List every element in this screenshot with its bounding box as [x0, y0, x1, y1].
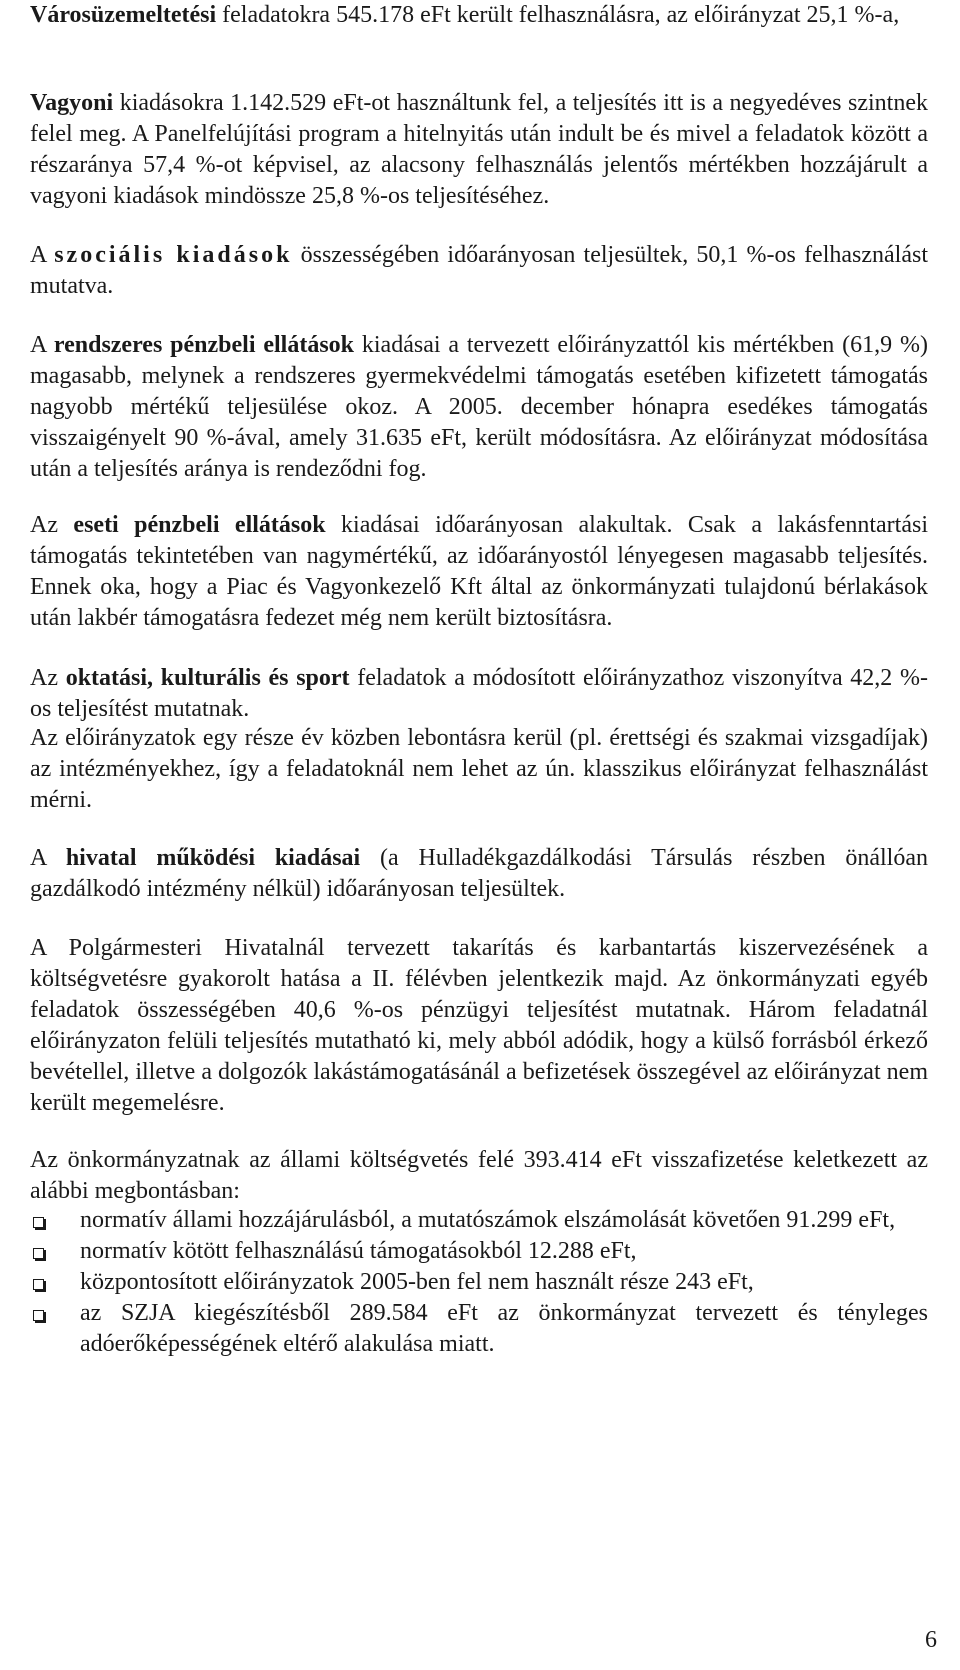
list-item-text: normatív kötött felhasználású támogatásokból 12.288 eFt,	[80, 1238, 637, 1264]
paragraph-text: kiadásokra 1.142.529 eFt-ot használtunk fel, a teljesítés itt is a negyedéves szintnek felel meg. A Panelfelújítási program a hitelnyitás után indult be és mivel a feladatok között a részaránya 57,4 %-ot képvisel, az alacsony felhasználás jelentős mértékben hozzájárult a vagyoni kiadások mindössze 25,8 %-os teljesítéséhez.	[30, 90, 928, 209]
paragraph-rendszeres	[30, 330, 928, 485]
hollow-square-bullet-icon	[33, 1279, 44, 1290]
keyword-rendszeres-penzbeli: rendszeres pénzbeli ellátások	[53, 332, 355, 358]
paragraph-text: kiadásai időarányosan alakultak. Csak a lakásfenntartási támogatás tekintetében van nagymértékű, az időarányostól lényegesen magasabb teljesítés. Ennek oka, hogy a Piac és Vagyonkezelő Kft által az önkormányzati tulajdonú bérlakások után lakbér támogatásra fedezet még nem került biztosításra.	[30, 512, 929, 631]
paragraph-text: (a Hulladékgazdálkodási Társulás részben önállóan gazdálkodó intézmény nélkül) időarányosan teljesültek.	[30, 845, 928, 902]
list-item-text: központosított előirányzatok 2005-ben fel nem használt része 243 eFt,	[80, 1269, 754, 1295]
paragraph-oktatasi	[30, 663, 928, 725]
paragraph-polgarmesteri	[30, 933, 928, 1119]
paragraph-hivatal	[30, 843, 928, 905]
paragraph-prefix: A	[30, 332, 54, 358]
paragraph-varosuzemeltetes	[30, 0, 928, 31]
paragraph-eseti	[30, 510, 928, 634]
paragraph-visszafizetes	[30, 1145, 928, 1207]
hollow-square-bullet-icon	[33, 1310, 44, 1321]
paragraph-text: Az önkormányzatnak az állami költségvetés felé 393.414 eFt visszafizetése keletkezett az alábbi megbontásban:	[30, 1147, 928, 1204]
list-item	[30, 1236, 928, 1267]
paragraph-text: összességében időarányosan teljesültek, 50,1 %-os felhasználást mutatva.	[30, 242, 929, 299]
keyword-szocialis-kiadasok: szociális kiadások	[54, 242, 293, 268]
paragraph-eloiranyzatok	[30, 723, 928, 816]
paragraph-vagyoni	[30, 88, 928, 212]
paragraph-prefix: Az	[30, 512, 74, 538]
keyword-vagyoni: Vagyoni	[30, 90, 114, 116]
paragraph-prefix: Az	[30, 665, 66, 691]
paragraph-prefix: A	[30, 242, 55, 268]
page-number: 6	[925, 1627, 937, 1653]
keyword-varosuzemeltetesi: Városüzemeltetési	[30, 2, 217, 28]
list-item-text: az SZJA kiegészítésből 289.584 eFt az önkormányzat tervezett és tényleges adóerőképességének eltérő alakulása miatt.	[80, 1300, 928, 1357]
list-item	[30, 1298, 928, 1360]
repayment-breakdown-list	[30, 1205, 928, 1360]
list-item	[30, 1205, 928, 1236]
list-item-text: normatív állami hozzájárulásból, a mutatószámok elszámolását követően 91.299 eFt,	[80, 1207, 896, 1233]
paragraph-szocialis	[30, 240, 928, 302]
list-item	[30, 1267, 928, 1298]
hollow-square-bullet-icon	[33, 1217, 44, 1228]
paragraph-text: A Polgármesteri Hivatalnál tervezett takarítás és karbantartás kiszervezésének a költségvetésre gyakorolt hatása a II. félévben jelentkezik majd. Az önkormányzati egyéb feladatok összességében 40,6 %-os pénzügyi teljesítést mutatnak. Három feladatnál előirányzaton felüli teljesítés mutatható ki, mely abból adódik, hogy a külső forrásból érkező bevétellel, illetve a dolgozók lakástámogatásánál a befizetések összegével az előirányzat nem került megemelésre.	[30, 935, 928, 1116]
paragraph-prefix: A	[30, 845, 66, 871]
paragraph-text: kiadásai a tervezett előirányzattól kis mértékben (61,9 %) magasabb, melynek a rendszeres gyermekvédelmi támogatás esetében kifizetett támogatás nagyobb mértékű teljesülése okoz. A 2005. december hónapra esedékes támogatás visszaigényelt 90 %-ával, amely 31.635 eFt, került módosításra. Az előirányzat módosítása után a teljesítés aránya is rendeződni fog.	[30, 332, 928, 482]
keyword-eseti-penzbeli: eseti pénzbeli ellátások	[73, 512, 326, 538]
keyword-hivatal-mukodesi: hivatal működési kiadásai	[65, 845, 361, 871]
paragraph-text: Az előirányzatok egy része év közben lebontásra kerül (pl. érettségi és szakmai vizsgadíjak) az intézményekhez, így a feladatoknál nem lehet az ún. klasszikus előirányzat felhasználást mérni.	[30, 725, 928, 813]
paragraph-text: feladatokra 545.178 eFt került felhasználásra, az előirányzat 25,1 %-a,	[216, 2, 900, 28]
keyword-oktatasi-kulturalis-sport: oktatási, kulturális és sport	[65, 665, 350, 691]
paragraph-text: feladatok a módosított előirányzathoz viszonyítva 42,2 %-os teljesítést mutatnak.	[30, 665, 929, 722]
hollow-square-bullet-icon	[33, 1248, 44, 1259]
